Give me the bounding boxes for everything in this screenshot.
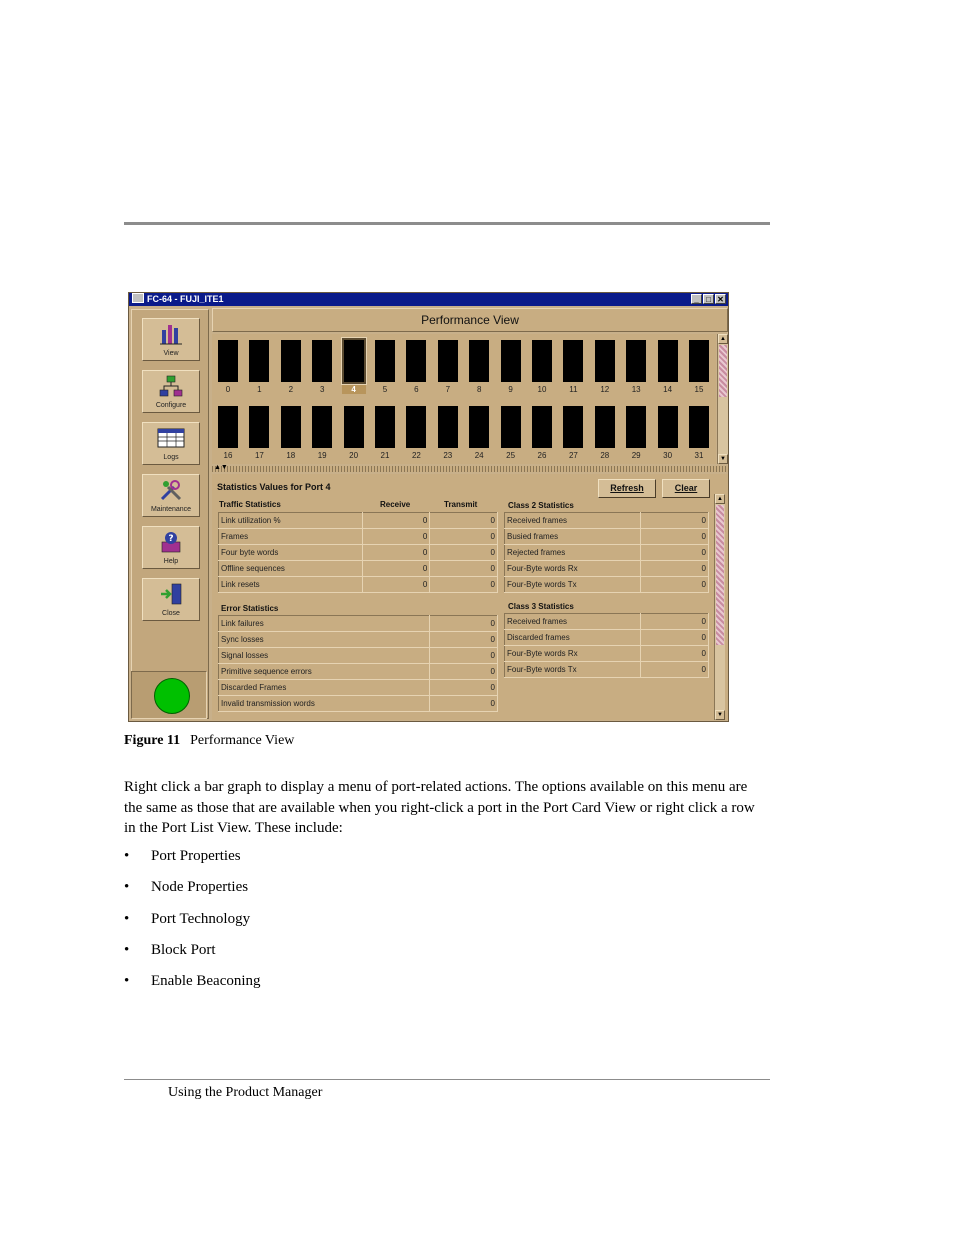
table-row bbox=[505, 630, 709, 646]
table-row bbox=[505, 577, 709, 593]
stat-value: 0 bbox=[430, 545, 498, 561]
port-bar[interactable] bbox=[342, 404, 366, 450]
stat-value: 0 bbox=[430, 696, 498, 712]
port-label: 6 bbox=[414, 385, 419, 394]
refresh-button[interactable]: Refresh bbox=[598, 479, 656, 498]
port-label: 11 bbox=[569, 385, 578, 394]
close-window-button[interactable]: ✕ bbox=[715, 294, 726, 304]
list-item-text: Block Port bbox=[151, 941, 216, 958]
port-label: 9 bbox=[508, 385, 513, 394]
stat-value: 0 bbox=[641, 577, 709, 593]
sidebar-item-configure[interactable] bbox=[142, 370, 200, 413]
error-stats-table bbox=[218, 615, 498, 712]
stat-value: 0 bbox=[641, 614, 709, 630]
header-rule bbox=[124, 222, 770, 225]
class2-stats-table bbox=[504, 512, 709, 593]
port-bar[interactable] bbox=[310, 404, 334, 450]
port-bar[interactable] bbox=[499, 404, 523, 450]
port-label: 5 bbox=[382, 385, 388, 394]
table-row bbox=[219, 545, 498, 561]
exit-door-icon bbox=[143, 579, 199, 609]
port-bar[interactable] bbox=[561, 404, 585, 450]
table-row bbox=[219, 616, 498, 632]
help-icon bbox=[143, 527, 199, 557]
port-bar[interactable] bbox=[561, 338, 585, 384]
port-label: 8 bbox=[476, 385, 482, 394]
port-label: 2 bbox=[288, 385, 294, 394]
port-bar[interactable] bbox=[373, 404, 397, 450]
port-label: 19 bbox=[317, 451, 327, 460]
port-label: 18 bbox=[286, 451, 296, 460]
port-label: 28 bbox=[600, 451, 610, 460]
stat-label: Offline sequences bbox=[219, 561, 363, 577]
stat-value: 0 bbox=[430, 632, 498, 648]
list-item bbox=[124, 879, 261, 910]
port-label: 0 bbox=[225, 385, 231, 394]
stats-scrollbar[interactable] bbox=[714, 494, 725, 720]
stat-label: Invalid transmission words bbox=[219, 696, 430, 712]
sidebar-item-close[interactable] bbox=[142, 578, 200, 621]
stat-value: 0 bbox=[430, 648, 498, 664]
scroll-down-icon[interactable]: ▼ bbox=[715, 710, 725, 720]
stat-value: 0 bbox=[430, 561, 498, 577]
port-label: 27 bbox=[568, 451, 578, 460]
port-bar[interactable] bbox=[687, 338, 711, 384]
port-label: 13 bbox=[631, 385, 641, 394]
footer-rule bbox=[124, 1079, 770, 1080]
footer-text: Using the Product Manager bbox=[168, 1085, 323, 1100]
port-bar[interactable] bbox=[404, 404, 428, 450]
port-label: 22 bbox=[411, 451, 421, 460]
stat-value: 0 bbox=[362, 561, 430, 577]
port-bar[interactable] bbox=[656, 404, 680, 450]
port-bar[interactable] bbox=[687, 404, 711, 450]
port-bar[interactable] bbox=[530, 404, 554, 450]
stat-label: Link resets bbox=[219, 577, 363, 593]
traffic-stats-header: Traffic Statistics bbox=[219, 500, 281, 509]
port-bar[interactable] bbox=[216, 338, 240, 384]
sidebar-item-label: View bbox=[163, 350, 179, 357]
class3-stats-header: Class 3 Statistics bbox=[508, 602, 574, 611]
body-paragraph: Right click a bar graph to display a menu of port-related actions. The options available on this menu are the same as those that are available when you right-click a port in the Port Card View or right click a row in the Port List View. These include: bbox=[124, 779, 755, 836]
port-bar[interactable] bbox=[593, 338, 617, 384]
scroll-thumb[interactable] bbox=[716, 505, 724, 645]
table-icon bbox=[143, 423, 199, 453]
error-stats-header: Error Statistics bbox=[221, 604, 279, 613]
window-title: FC-64 - FUJI_ITE1 bbox=[147, 294, 224, 304]
ports-scrollbar[interactable] bbox=[717, 334, 728, 464]
scroll-up-icon[interactable]: ▲ bbox=[718, 334, 728, 344]
sidebar-item-logs[interactable] bbox=[142, 422, 200, 465]
stat-value: 0 bbox=[430, 664, 498, 680]
port-label: 14 bbox=[663, 385, 673, 394]
transmit-column-header: Transmit bbox=[444, 500, 478, 509]
table-row bbox=[219, 648, 498, 664]
figure-number: Figure 11 bbox=[124, 733, 181, 748]
port-bar[interactable] bbox=[279, 338, 303, 384]
port-bar[interactable] bbox=[436, 338, 460, 384]
status-panel bbox=[131, 671, 207, 719]
stat-label: Received frames bbox=[505, 513, 641, 529]
list-item bbox=[124, 911, 261, 942]
port-bar[interactable] bbox=[279, 404, 303, 450]
stat-label: Frames bbox=[219, 529, 363, 545]
stat-label: Rejected frames bbox=[505, 545, 641, 561]
list-item-text: Node Properties bbox=[151, 879, 249, 896]
table-row bbox=[219, 664, 498, 680]
stat-value: 0 bbox=[641, 561, 709, 577]
port-label: 3 bbox=[319, 385, 325, 394]
app-window bbox=[128, 292, 729, 722]
bar-chart-icon bbox=[143, 319, 199, 349]
port-label: 20 bbox=[349, 451, 359, 460]
stats-title: Statistics Values for Port 4 bbox=[217, 482, 331, 492]
sidebar-item-help[interactable] bbox=[142, 526, 200, 569]
svg-text:?: ? bbox=[168, 534, 174, 544]
sidebar-item-view[interactable] bbox=[142, 318, 200, 361]
stat-value: 0 bbox=[430, 513, 498, 529]
class3-stats-table bbox=[504, 613, 709, 678]
stat-label: Four-Byte words Tx bbox=[505, 577, 641, 593]
maximize-button[interactable]: □ bbox=[703, 294, 714, 304]
port-bar[interactable] bbox=[310, 338, 334, 384]
receive-column-header: Receive bbox=[380, 500, 411, 509]
list-item-text: Port Properties bbox=[151, 848, 241, 864]
stat-value: 0 bbox=[362, 529, 430, 545]
stat-value: 0 bbox=[641, 529, 709, 545]
table-row bbox=[505, 545, 709, 561]
stat-value: 0 bbox=[430, 529, 498, 545]
port-label: 30 bbox=[663, 451, 673, 460]
stat-value: 0 bbox=[641, 630, 709, 646]
table-row bbox=[219, 632, 498, 648]
port-label: 21 bbox=[380, 451, 390, 460]
traffic-stats-table bbox=[218, 512, 498, 593]
list-item bbox=[124, 973, 261, 1004]
bullet-icon: • bbox=[124, 941, 130, 958]
port-bar[interactable] bbox=[656, 338, 680, 384]
port-bar[interactable] bbox=[436, 404, 460, 450]
bullet-icon: • bbox=[124, 973, 130, 990]
stat-label: Four-Byte words Rx bbox=[505, 646, 641, 662]
port-label: 10 bbox=[537, 385, 547, 394]
bullet-icon: • bbox=[124, 879, 130, 896]
port-label: 29 bbox=[631, 451, 641, 460]
scroll-down-icon[interactable]: ▼ bbox=[718, 454, 728, 464]
stat-label: Link utilization % bbox=[219, 513, 363, 529]
stat-value: 0 bbox=[641, 662, 709, 678]
bullet-list bbox=[124, 848, 261, 1004]
port-bar[interactable] bbox=[624, 404, 648, 450]
minimize-button[interactable]: _ bbox=[691, 294, 702, 304]
scroll-thumb[interactable] bbox=[719, 345, 727, 397]
sidebar bbox=[131, 309, 209, 719]
pane-splitter[interactable] bbox=[212, 466, 728, 472]
stat-label: Discarded Frames bbox=[219, 680, 430, 696]
figure-caption-text: Performance View bbox=[190, 733, 295, 748]
list-item bbox=[124, 848, 261, 879]
stat-value: 0 bbox=[641, 513, 709, 529]
clear-button[interactable]: Clear bbox=[662, 479, 710, 498]
table-row bbox=[505, 513, 709, 529]
stat-label: Four-Byte words Rx bbox=[505, 561, 641, 577]
port-label: 23 bbox=[443, 451, 453, 460]
stat-value: 0 bbox=[362, 577, 430, 593]
port-label: 4 bbox=[342, 385, 366, 394]
port-label: 12 bbox=[600, 385, 610, 394]
stat-label: Discarded frames bbox=[505, 630, 641, 646]
port-label: 17 bbox=[254, 451, 264, 460]
table-row bbox=[219, 696, 498, 712]
port-bar[interactable] bbox=[624, 338, 648, 384]
table-row bbox=[505, 529, 709, 545]
page-title: Performance View bbox=[212, 308, 728, 332]
window-titlebar[interactable] bbox=[129, 293, 728, 306]
stat-label: Four byte words bbox=[219, 545, 363, 561]
port-bar[interactable] bbox=[530, 338, 554, 384]
stat-label: Primitive sequence errors bbox=[219, 664, 430, 680]
status-led-icon bbox=[154, 678, 190, 714]
port-label: 26 bbox=[537, 451, 547, 460]
port-label: 7 bbox=[445, 385, 451, 394]
stat-label: Busied frames bbox=[505, 529, 641, 545]
list-item-text: Port Technology bbox=[151, 910, 251, 927]
port-bar[interactable] bbox=[342, 338, 366, 384]
stat-value: 0 bbox=[362, 545, 430, 561]
table-row bbox=[505, 646, 709, 662]
port-bar[interactable] bbox=[499, 338, 523, 384]
splitter-arrows-icon: ▲▼ bbox=[214, 464, 228, 471]
port-bar[interactable] bbox=[404, 338, 428, 384]
table-row bbox=[505, 614, 709, 630]
network-icon bbox=[143, 371, 199, 401]
port-bar[interactable] bbox=[467, 404, 491, 450]
table-row bbox=[219, 561, 498, 577]
stat-label: Sync losses bbox=[219, 632, 430, 648]
scroll-up-icon[interactable]: ▲ bbox=[715, 494, 725, 504]
stat-value: 0 bbox=[362, 513, 430, 529]
statistics-panel bbox=[212, 474, 728, 720]
sidebar-item-label: Logs bbox=[163, 454, 179, 461]
stat-label: Received frames bbox=[505, 614, 641, 630]
table-row bbox=[219, 529, 498, 545]
sidebar-item-label: Help bbox=[163, 558, 179, 565]
port-bar[interactable] bbox=[467, 338, 491, 384]
stat-label: Signal losses bbox=[219, 648, 430, 664]
port-label: 16 bbox=[223, 451, 233, 460]
tools-icon bbox=[143, 475, 199, 505]
port-label: 1 bbox=[257, 385, 262, 394]
port-bar[interactable] bbox=[247, 404, 271, 450]
stat-value: 0 bbox=[430, 577, 498, 593]
port-grid bbox=[212, 334, 716, 464]
bullet-icon: • bbox=[124, 848, 130, 864]
app-icon bbox=[132, 293, 144, 303]
table-row bbox=[219, 680, 498, 696]
bullet-icon: • bbox=[124, 910, 130, 927]
table-row bbox=[219, 577, 498, 593]
table-row bbox=[505, 561, 709, 577]
figure-caption bbox=[124, 733, 294, 749]
stat-value: 0 bbox=[430, 616, 498, 632]
port-label: 24 bbox=[474, 451, 484, 460]
class2-stats-header: Class 2 Statistics bbox=[508, 501, 574, 510]
sidebar-item-label: Configure bbox=[155, 402, 187, 409]
list-item bbox=[124, 942, 261, 973]
stat-label: Four-Byte words Tx bbox=[505, 662, 641, 678]
port-bar[interactable] bbox=[593, 404, 617, 450]
sidebar-item-label: Close bbox=[162, 610, 180, 617]
table-row bbox=[505, 662, 709, 678]
port-label: 25 bbox=[506, 451, 516, 460]
table-row bbox=[219, 513, 498, 529]
stat-value: 0 bbox=[641, 545, 709, 561]
port-bar[interactable] bbox=[247, 338, 271, 384]
main-panel bbox=[212, 308, 728, 720]
stat-value: 0 bbox=[641, 646, 709, 662]
sidebar-item-label: Maintenance bbox=[150, 506, 192, 513]
port-bar[interactable] bbox=[373, 338, 397, 384]
sidebar-item-maintenance[interactable] bbox=[142, 474, 200, 517]
stat-value: 0 bbox=[430, 680, 498, 696]
port-label: 31 bbox=[694, 451, 704, 460]
port-bar[interactable] bbox=[216, 404, 240, 450]
port-label: 15 bbox=[694, 385, 704, 394]
stat-label: Link failures bbox=[219, 616, 430, 632]
list-item-text: Enable Beaconing bbox=[151, 973, 261, 990]
